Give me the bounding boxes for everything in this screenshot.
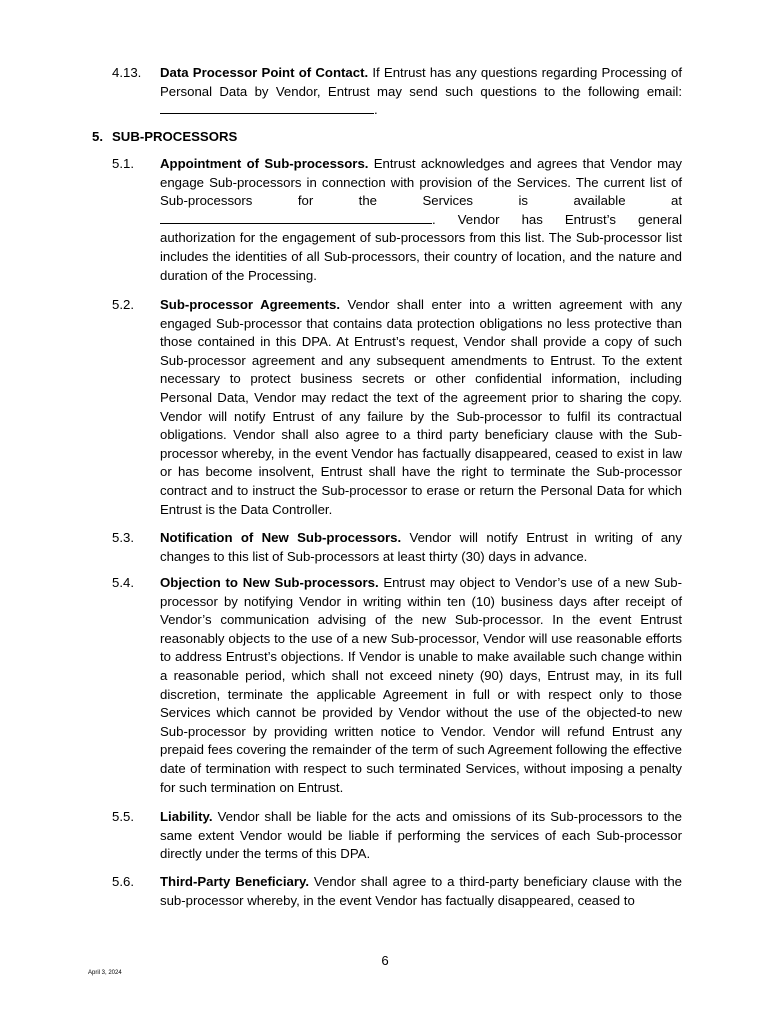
section-text [160, 296, 682, 519]
section-body: Vendor shall be liable for the acts and omissions of its Sub-processors to the same extent Vendor would be liable if performing the services of each Sub-processor directly under the terms of this DPA. [160, 809, 682, 862]
section-body: Vendor will notify Entrust in writing of any changes to this list of Sub-processors at least thirty (30) days in advance. [160, 530, 682, 564]
email-blank [160, 101, 374, 114]
section-text [160, 574, 682, 797]
section-4-13 [112, 64, 682, 120]
section-end: . [374, 102, 378, 118]
page-number: 6 [381, 953, 389, 968]
section-5-3 [112, 529, 682, 566]
section-heading-5 [92, 128, 237, 147]
section-text [160, 155, 682, 285]
section-number: 5.1. [112, 156, 134, 171]
section-body-cont: . Vendor has Entrust’s general authorization for the engagement of sub-processors from this list. The Sub-processor list includes the identities of all Sub-processors, their country of location, and the nature and duration of the Processing. [160, 211, 682, 283]
section-body: Vendor shall agree to a third-party beneficiary clause with the sub-processor whereby, in the event Vendor has factually disappeared, ceased to [160, 874, 682, 908]
section-title: Liability. [160, 809, 213, 824]
heading-number: 5. [92, 129, 103, 144]
section-body: Vendor shall enter into a written agreement with any engaged Sub-processor that contains data protection obligations no less protective than those contained in this DPA. At Entrust’s request, Vendor shall provide a copy of such Sub-processor agreement and any subsequent amendments to Entrust. To the extent necessary to protect business secrets or other confidential information, including Personal Data, Vendor may redact the text of the agreement prior to sharing the copy. Vendor will notify Entrust of any failure by the Sub-processor to fulfil its contractual obligations. Vendor shall also agree to a third party beneficiary clause with the Sub-processor whereby, in the event Vendor has factually disappeared, ceased to exist in law or has become insolvent, Entrust shall have the right to terminate the Sub-processor contract and to instruct the Sub-processor to erase or return the Personal Data for which Entrust is the Data Controller. [160, 297, 682, 517]
section-number: 5.4. [112, 575, 134, 590]
section-number: 5.6. [112, 874, 134, 889]
section-5-4 [112, 574, 682, 797]
section-text [160, 808, 682, 864]
section-5-2 [112, 296, 682, 519]
section-body: Entrust acknowledges and agrees that Vendor may engage Sub-processors in connection with provision of the Services. The current list of Sub-processors for the Services is available at [160, 156, 683, 209]
section-title: Notification of New Sub-processors. [160, 530, 402, 545]
section-number: 5.2. [112, 297, 134, 312]
section-title: Objection to New Sub-processors. [160, 575, 379, 590]
heading-title: SUB-PROCESSORS [112, 129, 238, 144]
section-text [160, 529, 682, 566]
section-title: Appointment of Sub-processors. [160, 156, 369, 171]
section-number: 4.13. [112, 65, 142, 80]
url-blank [160, 211, 432, 224]
section-5-5 [112, 808, 682, 864]
section-body: If Entrust has any questions regarding Processing of Personal Data by Vendor, Entrust may send such questions to the following email: [160, 65, 682, 99]
section-text [160, 873, 682, 910]
footer-date: April 3, 2024 [88, 970, 122, 976]
section-number: 5.5. [112, 809, 134, 824]
section-body: Entrust may object to Vendor’s use of a new Sub-processor by notifying Vendor in writing within ten (10) business days after receipt of Vendor’s communication advising of the new Sub-processor. In the event Entrust reasonably objects to the use of a new Sub-processor, Vendor will use reasonable efforts to address Entrust’s objections. If Vendor is unable to make available such change within a reasonable period, which shall not exceed ninety (90) days, Entrust may, in its full discretion, terminate the applicable Agreement in full or with respect only to those Services which cannot be provided by Vendor without the use of the objected-to new Sub-processor by providing written notice to Vendor. Vendor will refund Entrust any prepaid fees covering the remainder of the term of such Agreement following the effective date of termination with respect to such terminated Services, without imposing a penalty for such termination on Entrust. [160, 575, 682, 795]
section-title: Sub-processor Agreements. [160, 297, 340, 312]
section-number: 5.3. [112, 530, 134, 545]
section-title: Data Processor Point of Contact. [160, 65, 369, 80]
section-5-6 [112, 873, 682, 910]
section-text [160, 64, 682, 120]
section-title: Third-Party Beneficiary. [160, 874, 310, 889]
section-5-1 [112, 155, 682, 285]
